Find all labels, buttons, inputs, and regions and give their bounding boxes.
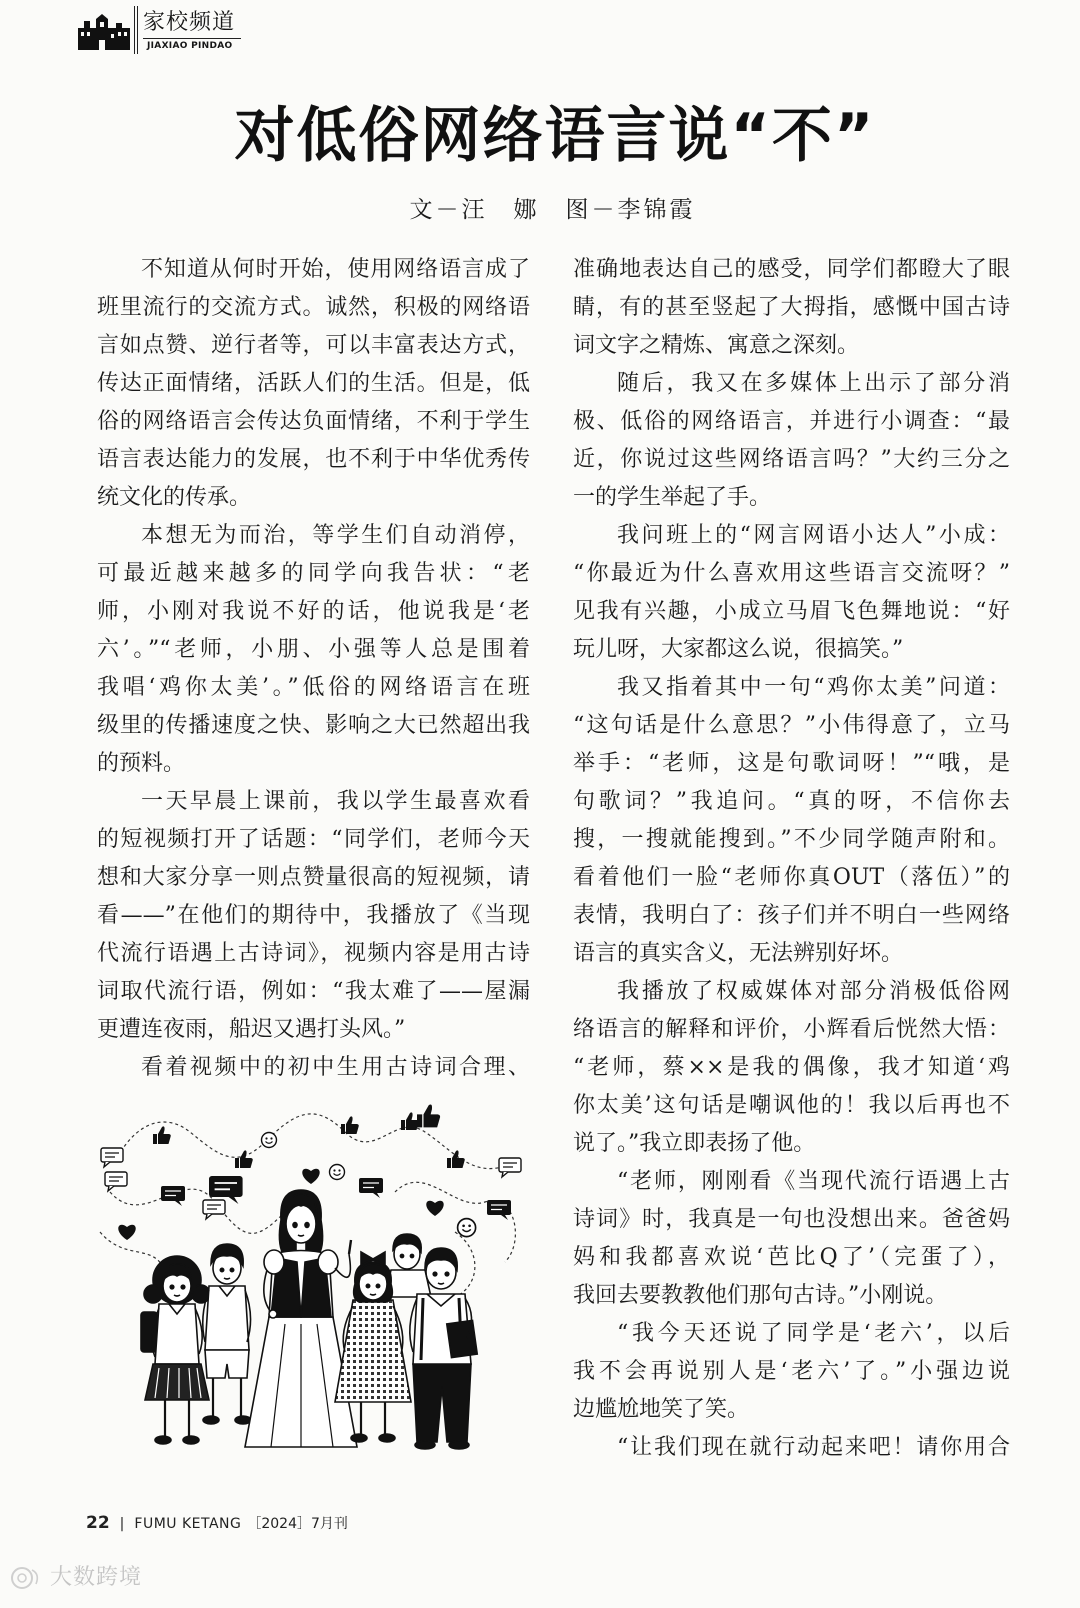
illustration <box>95 1102 535 1452</box>
text-line: 级里的传播速度之快、影响之大已然超出我 <box>97 713 530 738</box>
thumbs-up-icon <box>417 1105 440 1128</box>
text-line: 看——”在他们的期待中，我播放了《当现 <box>97 903 530 928</box>
text-line: “让我们现在就行动起来吧！请你用合 <box>617 1435 1010 1460</box>
thumbs-up-icon <box>447 1150 465 1168</box>
boy-left-figure <box>203 1244 251 1424</box>
text-line: 统文化的传承。 <box>97 485 252 510</box>
article-byline: 文－汪 娜 图－李锦霞 <box>409 197 696 223</box>
teacher-figure <box>245 1190 357 1447</box>
text-line: 极、低俗的网络语言，并进行小调查：“最 <box>573 409 1010 434</box>
chat-bubble-icon <box>105 1172 127 1191</box>
text-line: 词取代流行语，例如：“我太难了——屋漏 <box>97 979 530 1004</box>
text-line: 表情，我明白了：孩子们并不明白一些网络 <box>573 903 1010 928</box>
paragraph <box>573 517 1010 669</box>
text-line: 可最近越来越多的同学向我告状：“老 <box>97 561 530 586</box>
watermark-logo-icon <box>6 1564 46 1592</box>
text-line: 本想无为而治，等学生们自动消停， <box>141 523 530 548</box>
text-line: 我回去要教教他们那句古诗。”小刚说。 <box>573 1283 948 1308</box>
article-title: 对低俗网络语言说“不” <box>234 101 876 171</box>
chat-bubble-icon <box>203 1200 225 1219</box>
chat-bubble-icon <box>359 1178 383 1198</box>
text-line: “你最近为什么喜欢用这些语言交流呀？” <box>573 561 1010 586</box>
text-line: 语言的真实含义，无法辨别好坏。 <box>573 941 904 966</box>
text-line: 随后，我又在多媒体上出示了部分消 <box>617 371 1010 396</box>
text-line: 言如点赞、逆行者等，可以丰富表达方式， <box>97 333 530 358</box>
chat-bubble-icon <box>499 1158 521 1177</box>
text-line: 看着他们一脸“老师你真OUT（落伍）”的 <box>573 865 1010 890</box>
text-line: 举手：“老师，这是句歌词呀！”“哦，是 <box>573 751 1010 776</box>
text-line: 句歌词？”我追问。“真的呀，不信你去 <box>573 789 1010 814</box>
chat-bubble-icon <box>101 1148 123 1167</box>
paragraph <box>97 251 530 517</box>
text-line: 近，你说过这些网络语言吗？”大约三分之 <box>573 447 1010 472</box>
text-line: 俗的网络语言会传达负面情绪，不利于学生 <box>97 409 530 434</box>
paragraph <box>97 1049 530 1087</box>
smiley-icon <box>262 1133 277 1148</box>
paragraph <box>573 973 1010 1163</box>
header-divider <box>134 6 138 54</box>
text-line: 语言表达能力的发展，也不利于中华优秀传 <box>97 447 530 472</box>
text-line: 准确地表达自己的感受，同学们都瞪大了眼 <box>573 257 1010 282</box>
text-line: 你太美’这句话是嘲讽他的！我以后再也不 <box>573 1093 1010 1118</box>
paragraph <box>573 1315 1010 1429</box>
text-line: 玩儿呀，大家都这么说，很搞笑。” <box>573 637 904 662</box>
text-line: 想和大家分享一则点赞量很高的短视频，请 <box>97 865 530 890</box>
text-line: 我播放了权威媒体对部分消极低俗网 <box>617 979 1010 1004</box>
heart-icon <box>118 1225 135 1240</box>
text-line: 一的学生举起了手。 <box>573 485 772 510</box>
watermark-text: 大数跨境 <box>50 1565 143 1590</box>
text-line: 一天早晨上课前，我以学生最喜欢看 <box>141 789 530 814</box>
text-line: 妈和我都喜欢说‘芭比Q了’（完蛋了）， <box>573 1245 1010 1270</box>
paragraph <box>573 669 1010 973</box>
text-line: 的短视频打开了话题：“同学们，老师今天 <box>97 827 530 852</box>
paragraph <box>573 365 1010 517</box>
text-line: 师，小刚对我说不好的话，他说我是‘老 <box>97 599 530 624</box>
thumbs-up-icon <box>401 1112 419 1130</box>
text-line: 边尴尬地笑了笑。 <box>573 1397 750 1422</box>
smiley-icon <box>458 1219 476 1237</box>
girl-left-figure <box>141 1256 210 1444</box>
paragraph <box>573 1163 1010 1315</box>
paragraph <box>573 251 1010 365</box>
left-column <box>97 251 530 1087</box>
text-line: “这句话是什么意思？”小伟得意了，立马 <box>573 713 1010 738</box>
text-line: “老师，刚刚看《当现代流行语遇上古 <box>617 1169 1010 1194</box>
text-line: 班里流行的交流方式。诚然，积极的网络语 <box>97 295 530 320</box>
text-line: 六’。”“老师，小朋、小强等人总是围着 <box>97 637 530 662</box>
text-line: 传达正面情绪，活跃人们的生活。但是，低 <box>97 371 530 396</box>
section-title: 家校频道 <box>143 8 241 39</box>
right-column <box>573 251 1010 1467</box>
paragraph <box>97 517 530 783</box>
magazine-name: FUMU KETANG <box>134 1516 242 1532</box>
text-line: 诗词》时，我真是一句也没想出来。爸爸妈 <box>573 1207 1010 1232</box>
text-line: 不知道从何时开始，使用网络语言成了 <box>141 257 530 282</box>
text-line: 看着视频中的初中生用古诗词合理、 <box>141 1055 530 1080</box>
section-pinyin: JIAXIAO PINDAO <box>147 41 233 51</box>
school-building-icon <box>76 12 132 52</box>
text-line: 更遭连夜雨，船迟又遇打头风。” <box>97 1017 406 1042</box>
text-line: 词文字之精炼、寓意之深刻。 <box>573 333 860 358</box>
text-line: 我问班上的“网言网语小达人”小成： <box>617 523 1010 548</box>
heart-icon <box>426 1201 443 1216</box>
text-line: 我唱‘鸡你太美’。”低俗的网络语言在班 <box>97 675 530 700</box>
text-line: “老师，蔡××是我的偶像，我才知道‘鸡 <box>573 1055 1010 1080</box>
text-line: 见我有兴趣，小成立马眉飞色舞地说：“好 <box>573 599 1010 624</box>
text-line: 代流行语遇上古诗词》，视频内容是用古诗 <box>97 941 530 966</box>
page-number: 22 <box>86 1513 110 1533</box>
thumbs-up-icon <box>153 1126 171 1144</box>
footer-separator: | <box>119 1516 125 1532</box>
text-line: 我又指着其中一句“鸡你太美”问道： <box>617 675 1010 700</box>
text-line: 我不会再说别人是‘老六’了。”小强边说 <box>573 1359 1010 1384</box>
text-line: 的预料。 <box>97 751 186 776</box>
text-line: 睛，有的甚至竖起了大拇指，感慨中国古诗 <box>573 295 1010 320</box>
smiley-icon <box>330 1165 345 1180</box>
paragraph <box>97 783 530 1049</box>
text-line: 络语言的解释和评价，小辉看后恍然大悟： <box>573 1017 1010 1042</box>
page-footer <box>86 1511 348 1535</box>
thumbs-up-icon <box>341 1116 359 1134</box>
text-line: 搜，一搜就能搜到。”不少同学随声附和。 <box>573 827 1010 852</box>
chat-bubble-icon <box>161 1186 185 1206</box>
paragraph <box>573 1429 1010 1467</box>
issue-label: ［2024］7月刊 <box>247 1516 348 1532</box>
text-line: “我今天还说了同学是‘老六’，以后 <box>617 1321 1010 1346</box>
chat-bubble-icon <box>487 1200 511 1220</box>
heart-icon <box>302 1169 319 1184</box>
text-line: 说了。”我立即表扬了他。 <box>573 1131 816 1156</box>
